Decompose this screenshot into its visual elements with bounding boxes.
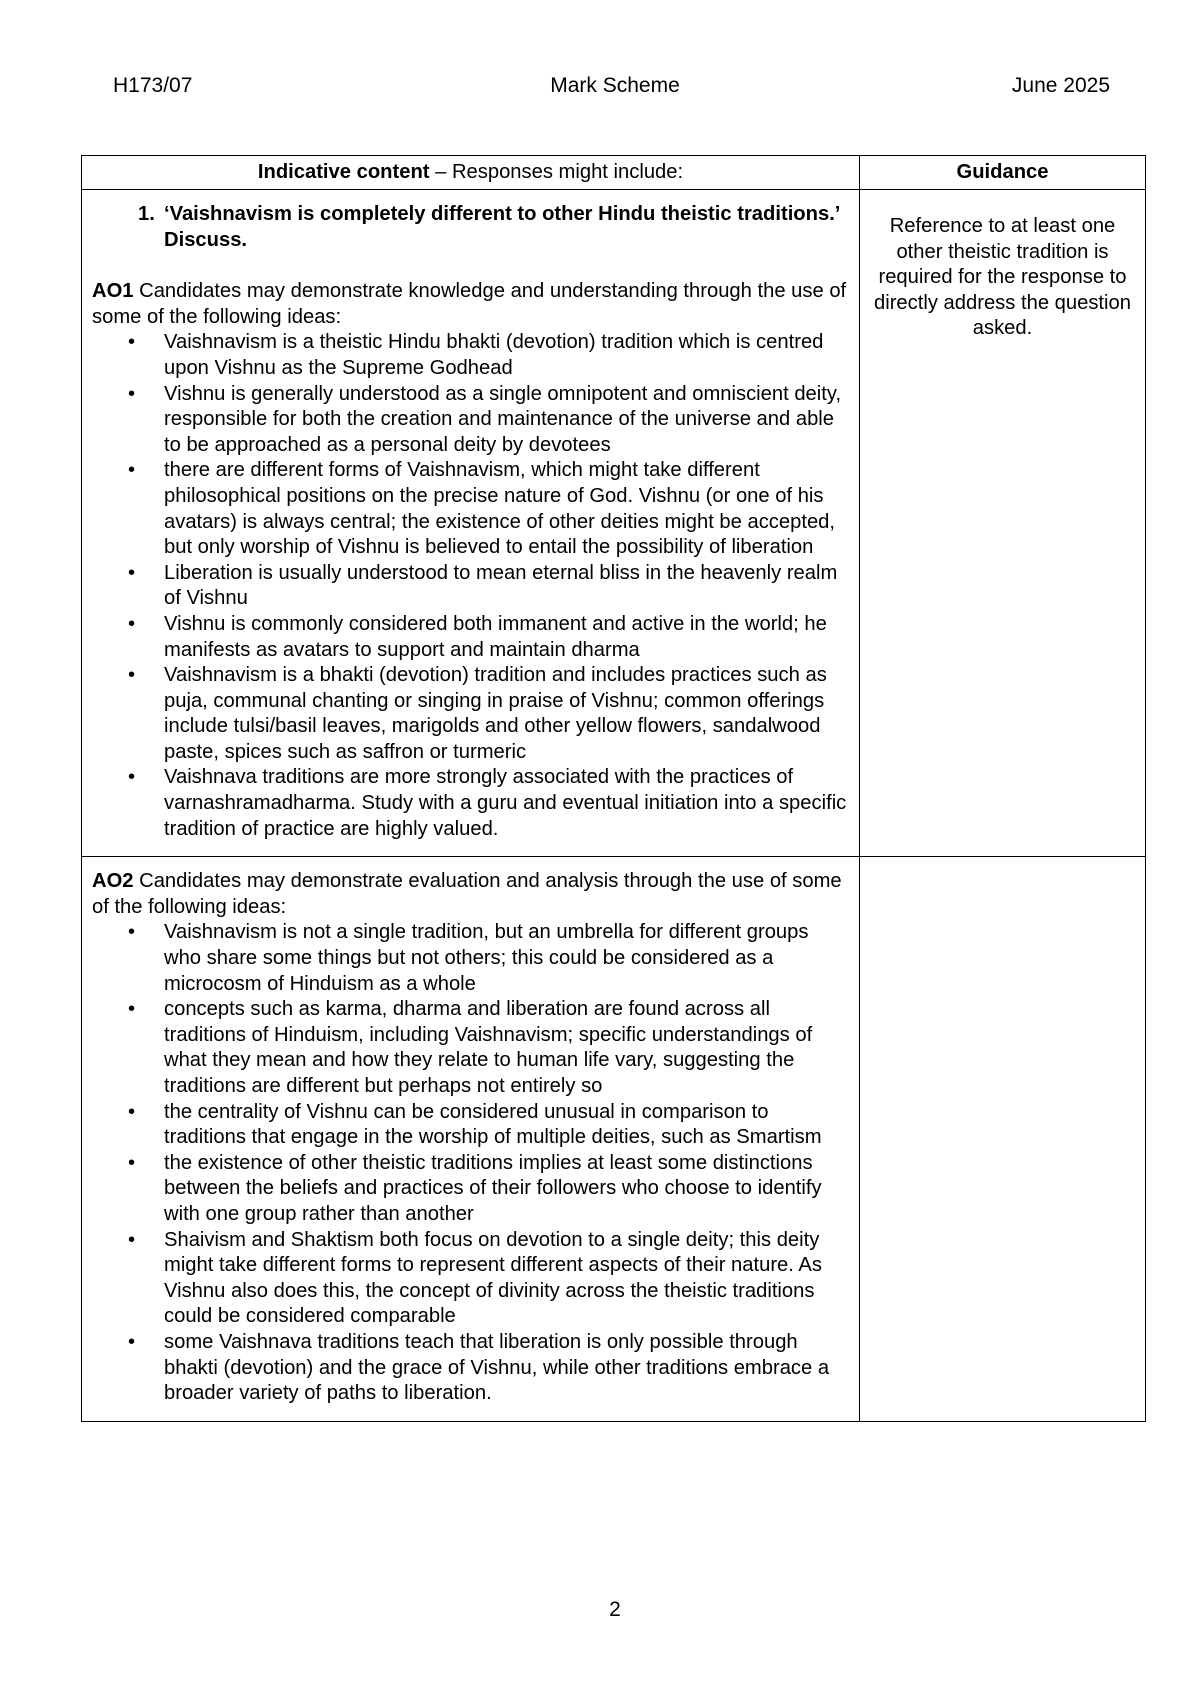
question-text: ‘Vaishnavism is completely different to other Hindu theistic traditions.’ Discuss. (164, 203, 840, 251)
ao1-row (82, 190, 1146, 857)
ao1-intro-text: Candidates may demonstrate knowledge and understanding through the use of some of the following ideas: (92, 280, 847, 328)
list-item: • some Vaishnava traditions teach that liberation is only possible through bhakti (devotion) and the grace of Vishnu, while other traditions embrace a broader variety of paths to liberation. (92, 1330, 849, 1407)
list-item: • Vaishnavism is a theistic Hindu bhakti (devotion) tradition which is centred upon Vishnu as the Supreme Godhead (92, 330, 849, 381)
mark-scheme-table (81, 155, 1146, 1422)
list-item: • Vishnu is commonly considered both immanent and active in the world; he manifests as avatars to support and maintain dharma (92, 612, 849, 663)
indicative-content-header (82, 156, 860, 190)
guidance-cell (860, 190, 1146, 857)
ao2-row (82, 857, 1146, 1421)
list-item: • Vaishnava traditions are more strongly associated with the practices of varnashramadharma. Study with a guru and eventual initiation into a specific tradition of practice are highly valued. (92, 765, 849, 842)
list-item: • the existence of other theistic traditions implies at least some distinctions between the beliefs and practices of their followers who choose to identify with one group rather than another (92, 1151, 849, 1228)
list-item: • Shaivism and Shaktism both focus on devotion to a single deity; this deity might take different forms to represent different aspects of their nature. As Vishnu also does this, the concept of divinity across the theistic traditions could be considered comparable (92, 1228, 849, 1330)
header-paper-code: H173/07 (113, 74, 193, 97)
question (138, 202, 849, 253)
list-item: • the centrality of Vishnu can be considered unusual in comparison to traditions that engage in the worship of multiple deities, such as Smartism (92, 1100, 849, 1151)
page-number: 2 (609, 1598, 621, 1621)
list-item: • Vaishnavism is a bhakti (devotion) tradition and includes practices such as puja, communal chanting or singing in praise of Vishnu; common offerings include tulsi/basil leaves, marigolds and other yellow flowers, sandalwood paste, spices such as saffron or turmeric (92, 663, 849, 765)
guidance-header (860, 156, 1146, 190)
ao1-intro (92, 279, 849, 330)
ao2-intro (92, 869, 849, 920)
list-item: • Vaishnavism is not a single tradition, but an umbrella for different groups who share some things but not others; this could be considered as a microcosm of Hinduism as a whole (92, 920, 849, 997)
ao2-intro-text: Candidates may demonstrate evaluation and analysis through the use of some of the following ideas: (92, 870, 842, 918)
header-document-title: Mark Scheme (550, 74, 680, 97)
ao2-content-cell (82, 857, 860, 1421)
list-item: • there are different forms of Vaishnavism, which might take different philosophical positions on the precise nature of God. Vishnu (or one of his avatars) is always central; the existence of other deities might be accepted, but only worship of Vishnu is believed to entail the possibility of liberation (92, 458, 849, 560)
guidance-text: Reference to at least one other theistic tradition is required for the response to directly address the question asked. (874, 215, 1131, 340)
ao1-bullet-list (92, 330, 849, 842)
table-header-row (82, 156, 1146, 190)
indicative-content-header-rest: – Responses might include: (429, 161, 684, 183)
ao2-label: AO2 (92, 870, 134, 893)
list-item: • Liberation is usually understood to mean eternal bliss in the heavenly realm of Vishnu (92, 561, 849, 612)
ao2-bullet-list (92, 920, 849, 1406)
ao1-label: AO1 (92, 280, 134, 303)
header-date: June 2025 (1011, 74, 1110, 97)
list-item: • Vishnu is generally understood as a single omnipotent and omniscient deity, responsible for both the creation and maintenance of the universe and able to be approached as a personal deity by devotees (92, 382, 849, 459)
list-item: • concepts such as karma, dharma and liberation are found across all traditions of Hinduism, including Vaishnavism; specific understandings of what they mean and how they relate to human life vary, suggesting the traditions are different but perhaps not entirely so (92, 997, 849, 1099)
guidance-header-label: Guidance (956, 161, 1049, 183)
guidance-cell-empty (860, 857, 1146, 1421)
ao1-content-cell (82, 190, 860, 857)
indicative-content-header-bold: Indicative content (257, 161, 430, 183)
question-number: 1. (138, 203, 155, 225)
